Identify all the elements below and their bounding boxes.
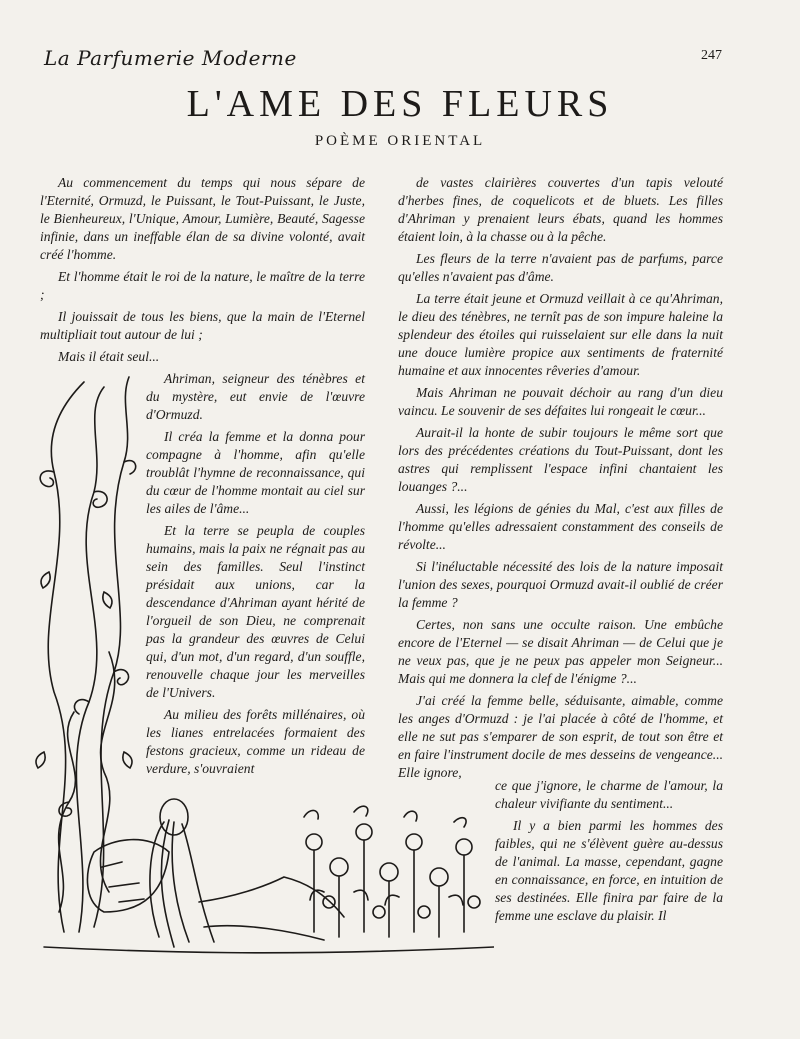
paragraph: Il y a bien parmi les hommes des faibles, qui ne s'élèvent guère au-dessus de l'animal. La masse, cependant, gagne en connaissance, en force, en intuition de ses destinées. Elle finira par faire de la femme une esclave du plaisir. Il [495,818,723,923]
paragraph: Et l'homme était le roi de la nature, le maître de la terre ; [40,269,365,302]
masthead: La Parfumerie Moderne [44,46,297,70]
paragraph: Il jouissait de tous les biens, que la main de l'Eternel multipliait tout autour de lui ; [40,309,365,342]
paragraph: Aurait-il la honte de subir toujours le même sort que lors des précédentes créations du Tout-Puissant, dont les astres qui remplissent l'espace infini chantaient les louanges ?... [398,425,723,494]
paragraph: Mais il était seul... [58,349,160,364]
article-subtitle: POÈME ORIENTAL [314,133,486,149]
paragraph: Aussi, les légions de génies du Mal, c'est aux filles de l'homme qu'elles adressaient constamment des conseils de révolte... [398,501,723,552]
paragraph: J'ai créé la femme belle, séduisante, aimable, comme les anges d'Ormuzd : je l'ai placée à côté de l'homme, et elle ne sut pas s'emparer de son esprit, de tout son être et en faire l'instrument docile de mes desseins de vengeance... Elle ignore, [398,693,723,780]
paragraph: ce que j'ignore, le charme de l'amour, la chaleur vivifiante du sentiment... [495,778,723,811]
paragraph: Les fleurs de la terre n'avaient pas de parfums, parce qu'elles n'avaient pas d'âme. [398,251,723,284]
paragraph: Si l'inéluctable nécessité des lois de la nature imposait l'union des sexes, pourquoi Ormuzd avait-il oublié de créer la femme ? [398,559,723,610]
paragraph: de vastes clairières couvertes d'un tapis velouté d'herbes fines, de coquelicots et de bluets. Les filles d'Ahriman y prenaient leurs ébats, quand les hommes étaient loin, à la chasse ou à la pêche. [398,175,723,244]
paragraph: Ahriman, seigneur des ténèbres et du mystère, eut envie de l'œuvre d'Ormuzd. [146,371,365,422]
paragraph: Au commencement du temps qui nous sépare de l'Eternité, Ormuzd, le Puissant, le Tout-Puissant, le Juste, le Bienheureux, l'Unique, Amour, Lumière, Beauté, Sagesse infinie, dans un ineffable élan de sa divine volonté, avait créé l'homme. [40,175,365,262]
paragraph: La terre était jeune et Ormuzd veillait à ce qu'Ahriman, le dieu des ténèbres, ne ternît pas de son impure haleine la splendeur des étoiles qui ruisselaient sur elle dans la nuit une douce lumière propice aux sentiments de fraternité humaine et aux innocentes rêveries d'amour. [398,291,723,378]
paragraph: Il créa la femme et la donna pour compagne à l'homme, afin qu'elle troublât l'hymne de reconnaissance, qui du cœur de l'homme montait au ciel sur les ailes de l'âme... [146,429,365,516]
paragraph: Et la terre se peupla de couples humains, mais la paix ne régnait pas au sein des familles. Seul l'instinct présidait aux unions, car la descendance d'Ahriman ayant hérité de l'orgueil de son Dieu, ne comprenait pas la grandeur des œuvres de Celui qui, d'un mot, d'un regard, d'un souffle, renouvelle chaque jour les merveilles de l'Univers. [146,523,365,700]
page-number: 247 [701,48,722,63]
paragraph: Mais Ahriman ne pouvait déchoir au rang d'un dieu vaincu. Le souvenir de ses défaites lui rongeait le cœur... [398,385,723,418]
paragraph: Certes, non sans une occulte raison. Une embûche encore de l'Eternel — se disait Ahriman — de Celui que je ne veux pas, que je ne peux pas appeler mon Seigneur... Mais qui me donnera la clef de l'énigme ?... [398,617,723,686]
article-title: L'AME DES FLEURS [186,83,614,125]
vine-woman-illustration [24,372,494,962]
paragraph: Au milieu des forêts millénaires, où les lianes entrelacées formaient des festons gracieux, comme un rideau de verdure, s'ouvraient [146,707,365,776]
column-right-bottom [495,777,723,929]
column-left-top [40,174,365,370]
